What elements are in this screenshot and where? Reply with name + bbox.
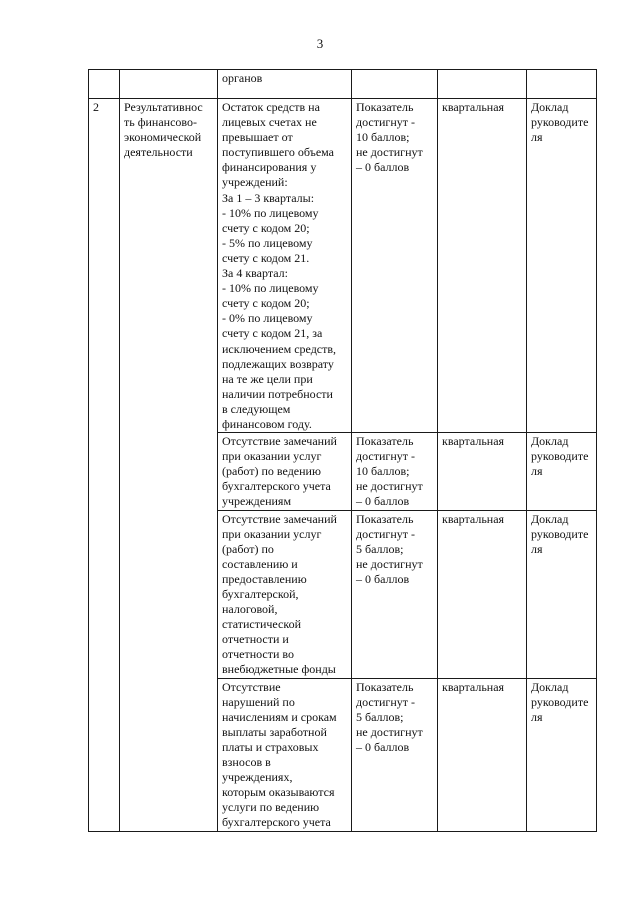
score-cell: Показатель достигнут - 10 баллов; не достигнут – 0 баллов (352, 99, 438, 433)
report-cell: Доклад руководите ля (527, 510, 597, 678)
period-cell: квартальная (438, 510, 527, 678)
score-cell (352, 70, 438, 99)
score-cell: Показатель достигнут - 5 баллов; не достигнут – 0 баллов (352, 678, 438, 831)
period-cell: квартальная (438, 678, 527, 831)
row-number-cell (89, 70, 120, 99)
report-cell (527, 70, 597, 99)
period-cell (438, 70, 527, 99)
row-number-cell: 2 (89, 99, 120, 832)
report-cell: Доклад руководите ля (527, 678, 597, 831)
indicator-cell (120, 70, 218, 99)
table-row (89, 99, 597, 433)
period-cell: квартальная (438, 99, 527, 433)
criterion-cell: Отсутствие замечаний при оказании услуг (работ) по составлению и предоставлению бухгалтерской, налоговой, статистической отчетности и отчетности во внебюджетные фонды (218, 510, 352, 678)
page-number: 3 (316, 36, 324, 51)
score-cell: Показатель достигнут - 10 баллов; не достигнут – 0 баллов (352, 433, 438, 510)
report-cell: Доклад руководите ля (527, 99, 597, 433)
indicator-cell: Результативнос ть финансово- экономической деятельности (120, 99, 218, 832)
score-cell: Показатель достигнут - 5 баллов; не достигнут – 0 баллов (352, 510, 438, 678)
criterion-cell: Отсутствие замечаний при оказании услуг (работ) по ведению бухгалтерского учета учреждениям (218, 433, 352, 510)
criterion-cell: Отсутствие нарушений по начислениям и срокам выплаты заработной платы и страховых взносов в учреждениях, которым оказываются услуги по ведению бухгалтерского учета (218, 678, 352, 831)
period-cell: квартальная (438, 433, 527, 510)
criterion-cell: Остаток средств на лицевых счетах не превышает от поступившего объема финансирования у учреждений: За 1 – 3 кварталы: - 10% по лицевому счету с кодом 20; - 5% по лицевому счету с кодом 21. За 4 квартал: - 10% по лицевому счету с кодом 20; - 0% по лицевому счету с кодом 21, за исключением средств, подлежащих возврату на те же цели при наличии потребности в следующем финансовом году. (218, 99, 352, 433)
table-row-continued (89, 70, 597, 99)
criteria-table (88, 69, 597, 832)
report-cell: Доклад руководите ля (527, 433, 597, 510)
criterion-cell: органов (218, 70, 352, 99)
